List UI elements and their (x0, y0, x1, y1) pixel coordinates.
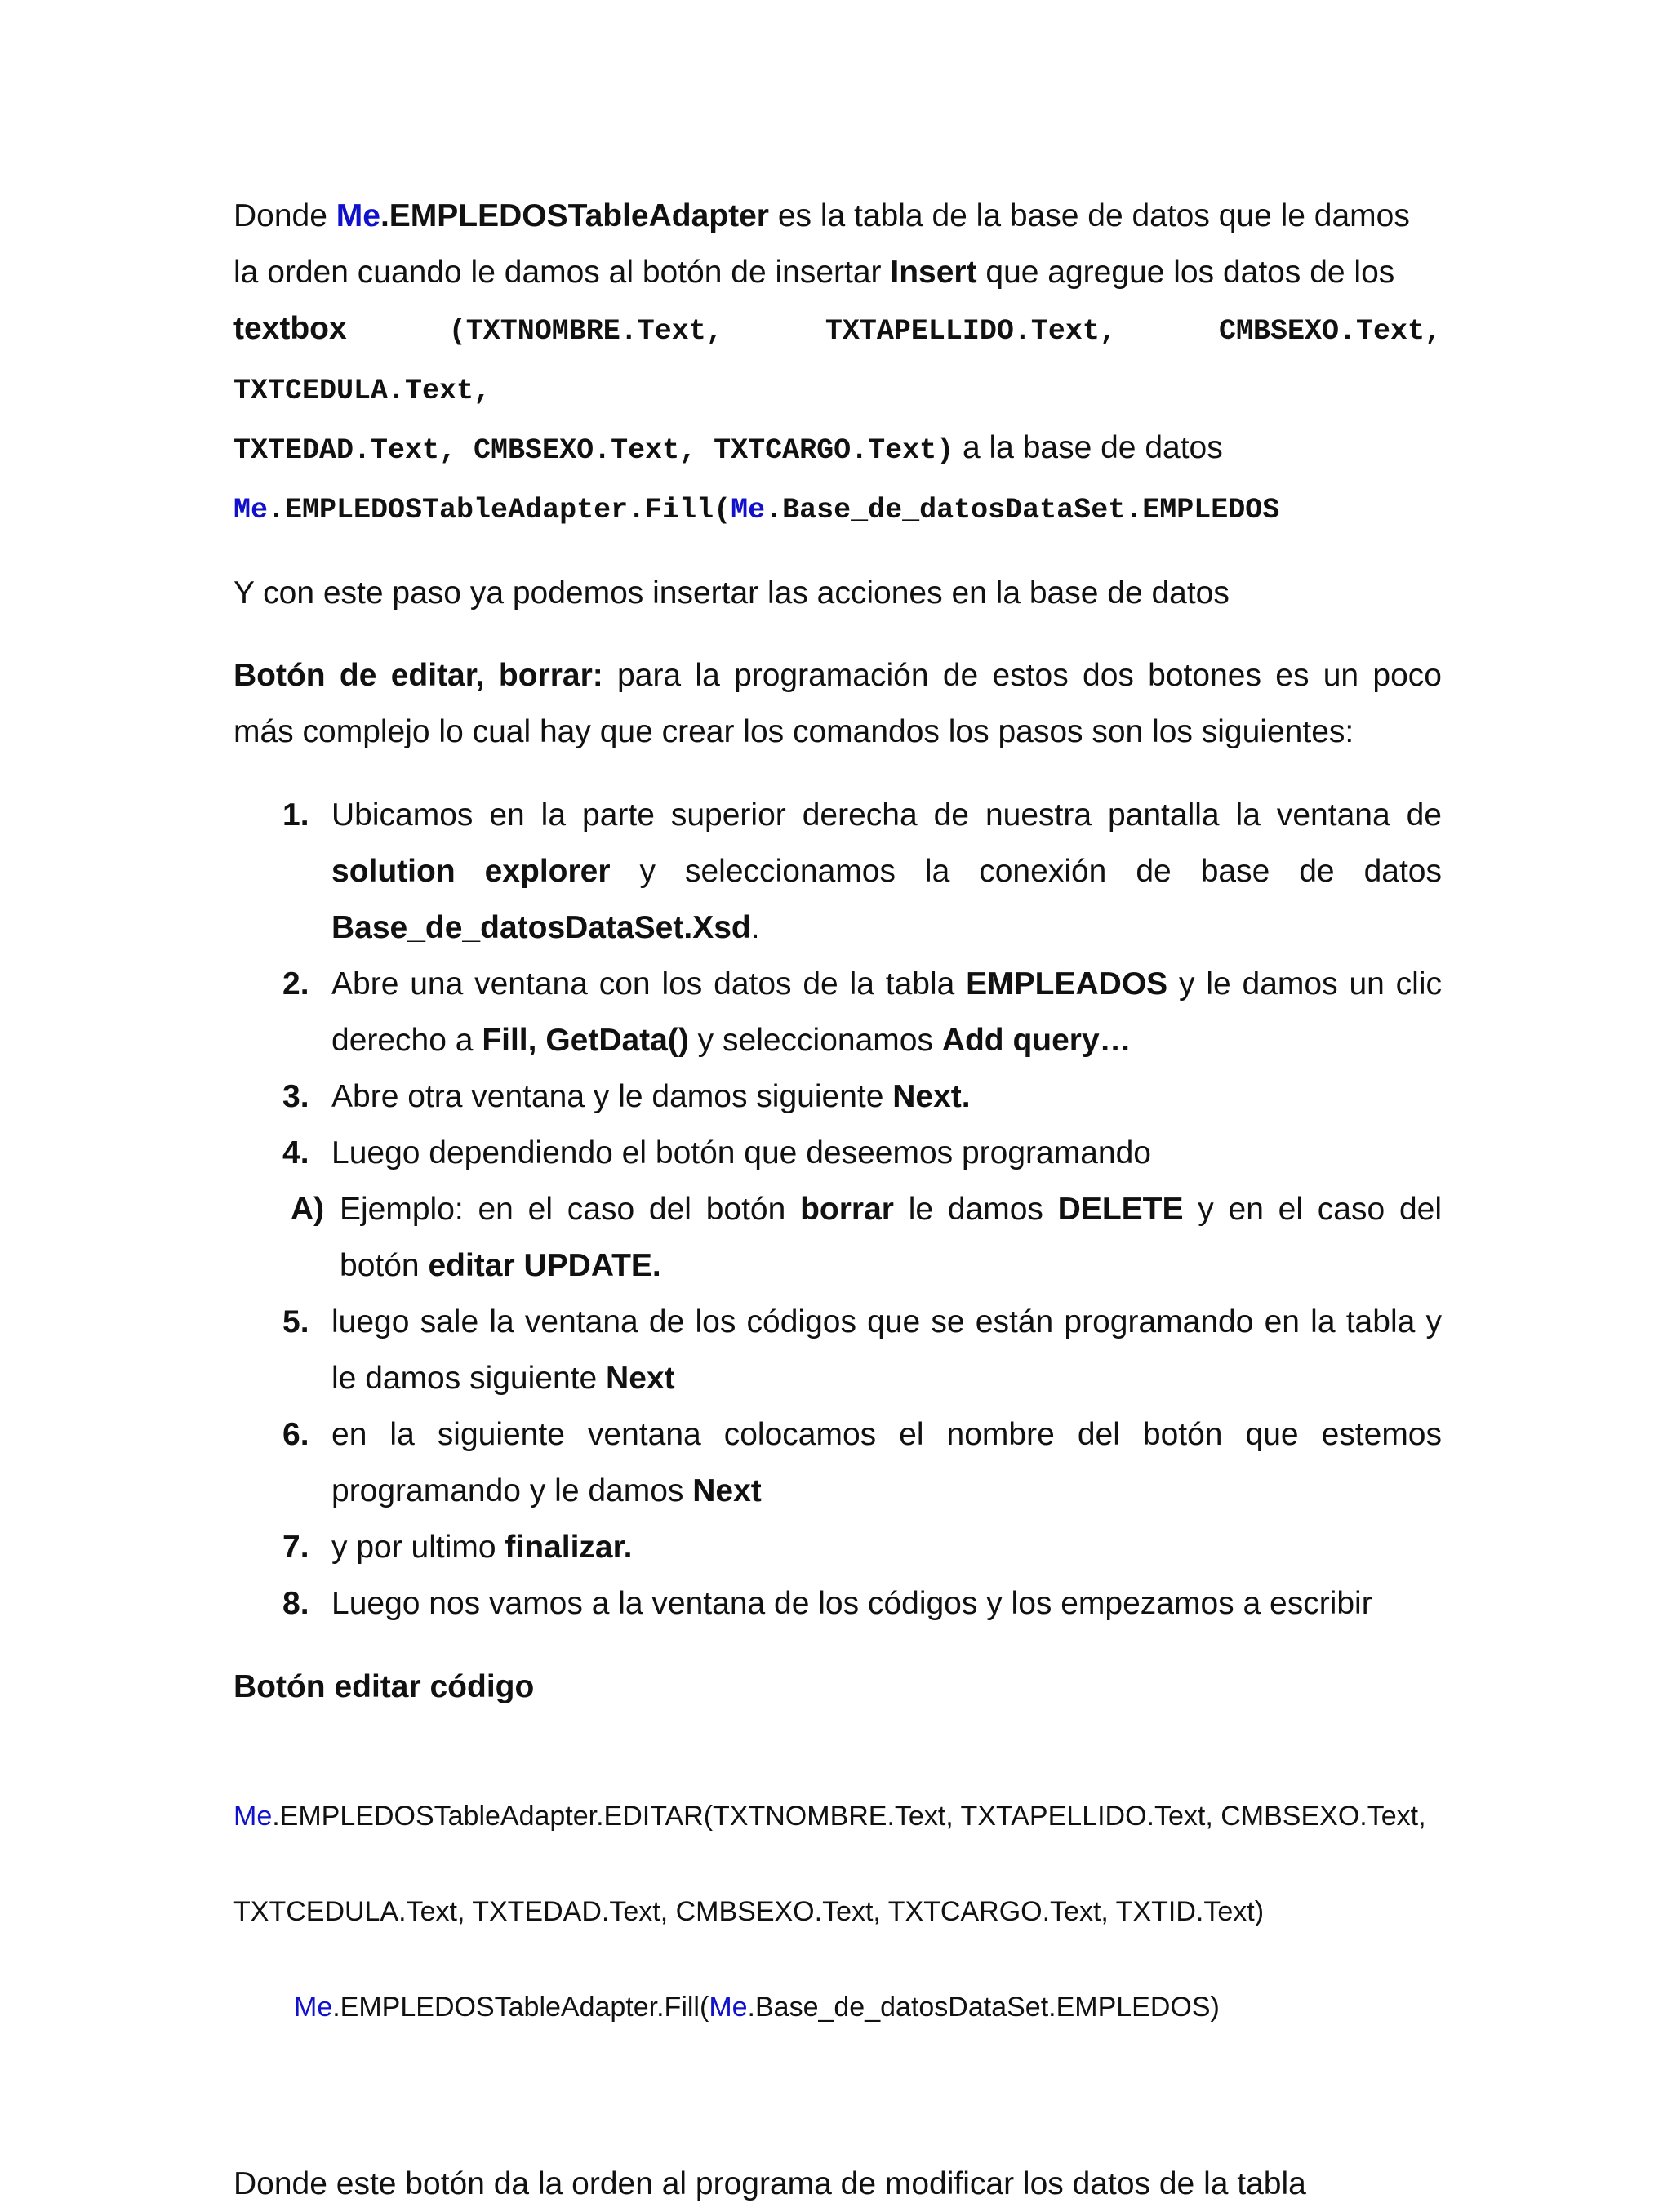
text-segment: que agregue los datos de los (976, 255, 1395, 290)
list-item (233, 1406, 1442, 1519)
textbox-list: (TXTNOMBRE.Text, TXTAPELLIDO.Text, CMBSEXO.Text, TXTCEDULA.Text, (233, 315, 1442, 407)
text-segment: Abre otra ventana y le damos siguiente (331, 1079, 893, 1114)
list-number: 1. (282, 797, 309, 833)
textbox-keyword: textbox (233, 311, 347, 346)
keyword-me: Me (233, 1801, 273, 1832)
paragraph-insert-result (233, 565, 1442, 621)
list-number: 7. (282, 1530, 309, 1565)
insert-keyword: Insert (890, 255, 977, 290)
text-segment: Abre una ventana con los datos de la tabla (331, 966, 967, 1002)
bold-term: Next (606, 1361, 675, 1396)
text-segment: Donde (233, 198, 336, 233)
text-segment: a la base de datos (954, 430, 1223, 465)
list-item (233, 1181, 1442, 1294)
text-segment: . (750, 910, 760, 945)
code-line-1 (233, 1801, 1442, 1832)
text-segment: y le damos un clic derecho a (331, 966, 1442, 1058)
code-line-3 (233, 1992, 1442, 2023)
steps-list (233, 787, 1442, 1632)
list-item (233, 1068, 1442, 1125)
code-line-2 (233, 1896, 1442, 1928)
bold-term: Base_de_datosDataSet.Xsd (331, 910, 751, 945)
section-heading-inline: Botón de editar, borrar: (233, 658, 603, 693)
bold-term: editar UPDATE. (428, 1248, 661, 1283)
list-item (233, 1294, 1442, 1406)
text-segment: Luego nos vamos a la ventana de los códigos y los empezamos a escribir (331, 1586, 1372, 1621)
list-number: 4. (282, 1135, 309, 1170)
keyword-me: Me (294, 1992, 333, 2023)
keyword-me: Me (709, 1992, 748, 2023)
list-number: 6. (282, 1417, 309, 1452)
bold-term: DELETE (1057, 1192, 1184, 1227)
bold-term: EMPLEADOS (966, 966, 1168, 1002)
list-item (233, 1575, 1442, 1632)
text-segment: y seleccionamos la conexión de base de datos (610, 854, 1442, 889)
textbox-list-continued: TXTEDAD.Text, CMBSEXO.Text, TXTCARGO.Text) (233, 434, 954, 467)
list-number: 2. (282, 966, 309, 1002)
keyword-me: Me (233, 494, 269, 526)
bold-term: borrar (800, 1192, 894, 1227)
table-adapter-name: .EMPLEDOSTableAdapter (380, 198, 769, 233)
code-text: TXTCEDULA.Text, TXTEDAD.Text, CMBSEXO.Text, TXTCARGO.Text, TXTID.Text) (233, 1896, 1265, 1927)
code-text: .EMPLEDOSTableAdapter.Fill( (332, 1992, 709, 2023)
bold-term: Add query… (941, 1023, 1132, 1058)
bold-term: Fill, GetData() (482, 1023, 689, 1058)
code-fill-call: .EMPLEDOSTableAdapter.Fill( (268, 494, 732, 526)
keyword-me: Me (731, 494, 766, 526)
section-title: Botón editar código (233, 1669, 535, 1704)
code-block (233, 1737, 1442, 2087)
list-letter: A) (291, 1192, 325, 1227)
text-segment: y por ultimo (331, 1530, 505, 1565)
bold-term: Next (692, 1473, 762, 1508)
list-item (233, 787, 1442, 956)
text-segment: para la programación de estos dos botones es un poco más complejo lo cual hay que crear los comandos los pasos son los siguientes: (233, 658, 1442, 749)
text-segment: es la tabla de la base de datos que le damos (768, 198, 1410, 233)
text-segment: Luego dependiendo el botón que deseemos programando (331, 1135, 1151, 1170)
list-item (233, 1519, 1442, 1575)
text-segment: le damos (893, 1192, 1058, 1227)
text-segment: Ubicamos en la parte superior derecha de nuestra pantalla la ventana de (331, 797, 1442, 833)
code-text: .Base_de_datosDataSet.EMPLEDOS) (747, 1992, 1220, 2023)
paragraph-insert-description (233, 188, 1442, 539)
document-content (233, 188, 1442, 2212)
bold-term: Next. (892, 1079, 971, 1114)
list-item (233, 956, 1442, 1068)
text-segment: Ejemplo: en el caso del botón (340, 1192, 801, 1227)
code-dataset: .Base_de_datosDataSet.EMPLEDOS (765, 494, 1280, 526)
paragraph-edit-delete-intro (233, 647, 1442, 760)
bold-term: finalizar. (505, 1530, 633, 1565)
bold-term: solution explorer (331, 854, 611, 889)
keyword-me: Me (336, 198, 380, 233)
code-text: .EMPLEDOSTableAdapter.EDITAR(TXTNOMBRE.Text, TXTAPELLIDO.Text, CMBSEXO.Text, (272, 1801, 1426, 1832)
text-segment: luego sale la ventana de los códigos que se están programando en la tabla y le damos siguiente (331, 1304, 1442, 1396)
text-segment: en la siguiente ventana colocamos el nombre del botón que estemos programando y le damos (331, 1417, 1442, 1508)
text-segment: y seleccionamos (688, 1023, 942, 1058)
paragraph-ending: Donde este botón da la orden al programa de modificar los datos de la tabla (233, 2166, 1306, 2201)
text-segment: Y con este paso ya podemos insertar las acciones en la base de datos (233, 575, 1230, 611)
list-item (233, 1125, 1442, 1181)
list-number: 8. (282, 1586, 309, 1621)
text-segment: la orden cuando le damos al botón de insertar (233, 255, 891, 290)
list-number: 5. (282, 1304, 309, 1339)
text-segment: y en el caso del botón (340, 1192, 1442, 1283)
list-number: 3. (282, 1079, 309, 1114)
